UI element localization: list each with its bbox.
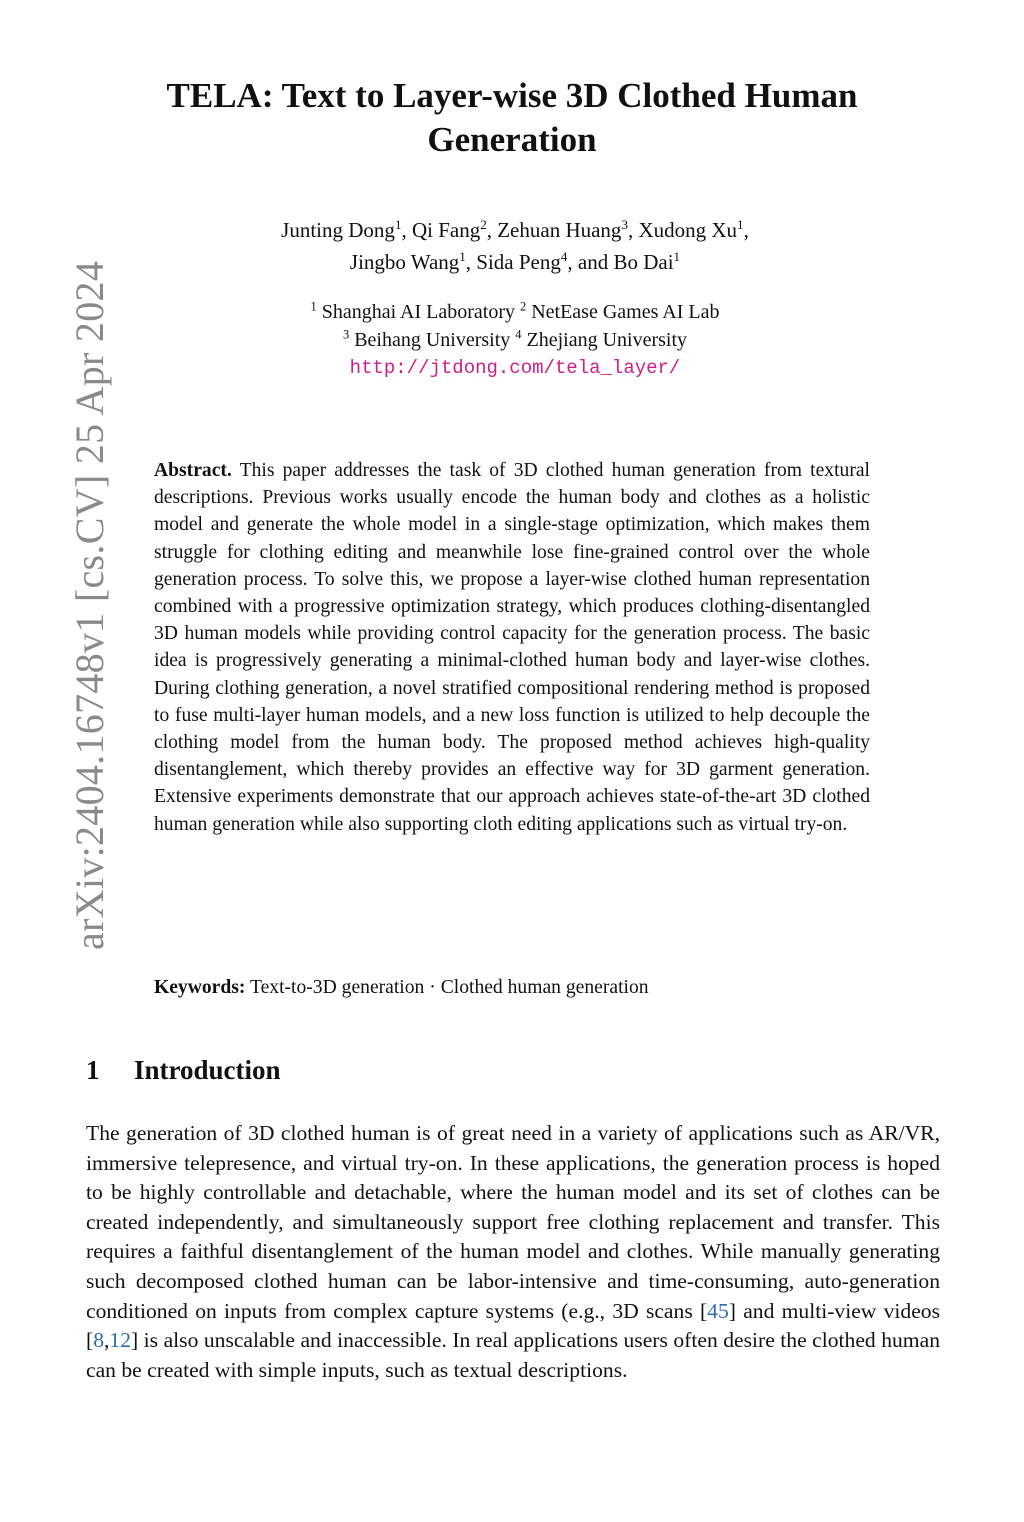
author: Junting Dong$^1$ — [281, 216, 402, 242]
intro-paragraph: The generation of 3D clothed human is of great need in a variety of applications such as AR/VR, immersive telepresence, and virtual try-on. In these applications, the generation process is hoped to be highly controllable and detachable, where the human model and its set of clothes can be created independently, and simultaneously support free clothing replacement and transfer. This requires a faithful disentanglement of the human model and clothes. While manually generating such decomposed clothed human can be labor-intensive and time-consuming, auto-generation conditioned on inputs from complex capture systems (e.g., 3D scans [45] and multi-view videos [8,12] is also unscalable and inaccessible. In real applications users often desire the clothed human can be created with simple inputs, such as textual descriptions. — [86, 1121, 941, 1382]
author: Sida Peng$^4$ — [476, 248, 568, 274]
paper-title: TELA: Text to Layer-wise 3D Clothed Human Generation — [166, 76, 858, 159]
citation-link[interactable]: 12 — [109, 1328, 131, 1353]
section-heading — [86, 1052, 281, 1088]
citation-link[interactable]: 45 — [707, 1298, 729, 1323]
arxiv-id: arXiv:2404.16748v1 [cs.CV] 25 Apr 2024 — [67, 260, 112, 950]
affiliation: $^3$ Beihang University — [342, 327, 511, 351]
section-number: 1 — [86, 1055, 100, 1085]
affiliation: $^2$ NetEase Games AI Lab — [520, 299, 720, 323]
keyword: Text-to-3D generation — [249, 977, 425, 998]
keyword-separator: · — [424, 977, 441, 998]
keywords — [154, 974, 870, 1002]
citation-link[interactable]: 8 — [93, 1328, 104, 1353]
section-title: Introduction — [134, 1055, 281, 1085]
arxiv-stamp — [0, 0, 112, 960]
author: Zehuan Huang$^3$ — [497, 216, 628, 242]
author-list: Junting Dong$^1$, Qi Fang$^2$, Zehuan Huang$^3$, Xudong Xu$^1$, Jingbo Wang$^1$, Sida Peng$^4$, and Bo Dai$^1$ — [281, 216, 749, 274]
affiliation: $^1$ Shanghai AI Laboratory — [310, 299, 515, 323]
project-url-link[interactable]: http://jtdong.com/tela_layer/ — [349, 357, 681, 379]
author: Qi Fang$^2$ — [411, 216, 487, 242]
author: Bo Dai$^1$ — [613, 248, 681, 274]
abstract — [154, 457, 870, 838]
affiliation-list — [150, 298, 880, 382]
author: Jingbo Wang$^1$ — [349, 248, 466, 274]
abstract-label: Abstract. — [154, 460, 232, 481]
keywords-label: Keywords: — [154, 977, 246, 998]
author: Xudong Xu$^1$ — [638, 216, 744, 242]
keyword: Clothed human generation — [440, 977, 649, 998]
affiliation: $^4$ Zhejiang University — [515, 327, 688, 351]
abstract-text: This paper addresses the task of 3D clothed human generation from textural descriptions. Previous works usually encode the human body and clothes as a holistic model and generate the whole model in a single-stage optimization, which makes them struggle for clothing editing and meanwhile lose fine-grained control over the whole generation process. To solve this, we propose a layer-wise clothed human representation combined with a progressive optimization strategy, which produces clothing-disentangled 3D human models while providing control capacity for the generation process. The basic idea is progressively generating a minimal-clothed human body and layer-wise clothes. During clothing generation, a novel stratified compositional rendering method is proposed to fuse multi-layer human models, and a new loss function is utilized to help decouple the clothing model from the human body. The proposed method achieves high-quality disentanglement, which thereby provides an effective way for 3D garment generation. Extensive experiments demonstrate that our approach achieves state-of-the-art 3D clothed human generation while also supporting cloth editing applications such as virtual try-on. — [154, 460, 871, 835]
